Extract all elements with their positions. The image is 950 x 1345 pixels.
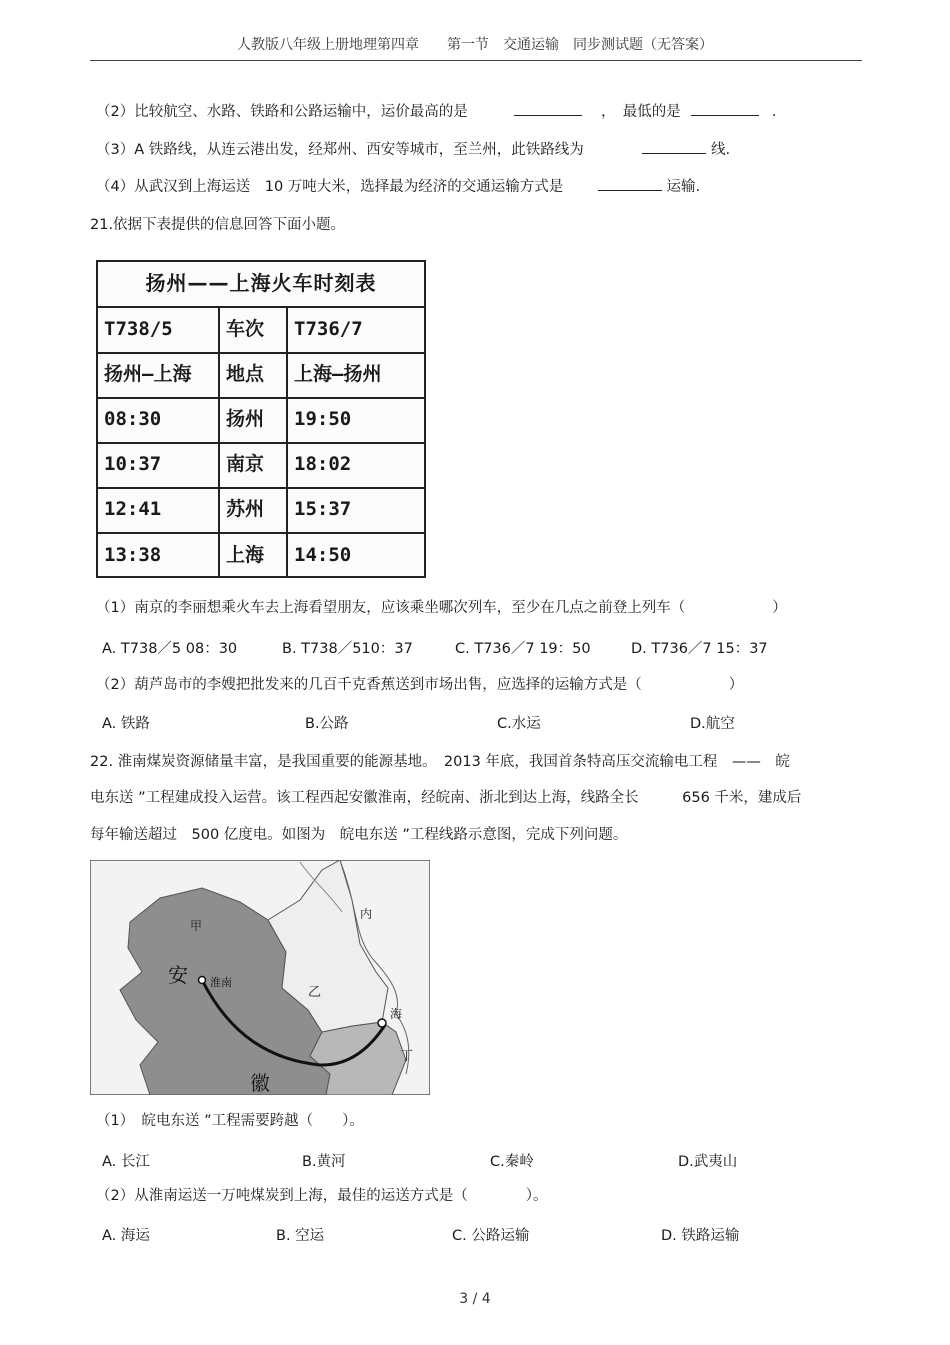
q21-sub2-question: （2）葫芦岛市的李嫂把批发来的几百千克香蕉送到市场出售，应选择的运输方式是（ ） — [96, 677, 744, 693]
timetable-cell: 南京 — [226, 453, 265, 475]
map-label-ding: 丁 — [400, 1049, 414, 1064]
shanghai-point — [378, 1019, 386, 1027]
timetable-divider — [96, 532, 426, 534]
timetable-cell: 上海—扬州 — [294, 363, 382, 385]
timetable-cell: 19:50 — [294, 408, 352, 430]
map-label-nei: 内 — [360, 907, 373, 921]
q21-sub1-option-c[interactable]: C. T736／7 19：50 — [455, 641, 591, 657]
q22-sub2-option-a[interactable]: A. 海运 — [102, 1228, 150, 1244]
huainan-point — [199, 977, 206, 984]
timetable-divider — [96, 442, 426, 444]
q22-sub1-option-c[interactable]: C.秦岭 — [490, 1154, 534, 1170]
timetable-divider — [96, 352, 426, 354]
timetable-cell: 12:41 — [104, 498, 162, 520]
q20-part2-text-a: （2）比较航空、水路、铁路和公路运输中，运价最高的是 — [96, 104, 468, 120]
q20-part2-text-c: . — [771, 104, 777, 120]
page-number: 3 / 4 — [459, 1291, 491, 1307]
timetable-cell: 上海 — [226, 544, 265, 566]
timetable-cell: 苏州 — [226, 498, 265, 520]
q22-stem-line-3: 每年输送超过 500 亿度电。如图为 皖电东送 ”工程线路示意图，完成下列问题。 — [90, 827, 628, 843]
q21-sub2-option-b[interactable]: B.公路 — [305, 716, 349, 732]
q22-sub2-question: （2）从淮南运送一万吨煤炭到上海，最佳的运送方式是（ ）。 — [96, 1188, 548, 1204]
q20-part3-text-a: （3）A 铁路线，从连云港出发，经郑州、西安等城市，至兰州，此铁路线为 — [96, 142, 584, 158]
map-label-jia: 甲 — [190, 919, 203, 933]
q20-part4-text-b: 运输. — [666, 179, 701, 195]
q22-stem-line-1: 22. 淮南煤炭资源储量丰富，是我国重要的能源基地。 2013 年底，我国首条特高压交流输电工程 —— 皖 — [90, 754, 790, 770]
timetable-cell: 15:37 — [294, 498, 352, 520]
map-label-huainan: 淮南 — [210, 976, 232, 989]
timetable-cell: 10:37 — [104, 453, 162, 475]
q20-part2-blank-1[interactable] — [514, 101, 582, 116]
timetable-cell: 08:30 — [104, 408, 162, 430]
q21-sub2-option-a[interactable]: A. 铁路 — [102, 716, 150, 732]
q20-part4 — [96, 176, 700, 196]
header-divider — [90, 60, 862, 61]
q22-sub2-option-b[interactable]: B. 空运 — [276, 1228, 325, 1244]
q22-sub1-option-d[interactable]: D.武夷山 — [678, 1154, 738, 1170]
map-label-an: 安 — [168, 963, 188, 987]
q20-part2-blank-2[interactable] — [691, 101, 759, 116]
train-timetable — [96, 260, 426, 578]
timetable-divider — [96, 306, 426, 308]
timetable-title: 扬州——上海火车时刻表 — [145, 271, 377, 295]
q20-part2-text-b: ， 最低的是 — [600, 104, 681, 120]
timetable-cell: 扬州—上海 — [104, 363, 192, 385]
q22-sub1-option-a[interactable]: A. 长江 — [102, 1154, 150, 1170]
q21-sub2-option-c[interactable]: C.水运 — [497, 716, 541, 732]
page-header: 人教版八年级上册地理第四章 第一节 交通运输 同步测试题（无答案） — [237, 37, 713, 53]
q20-part4-text-a: （4）从武汉到上海运送 10 万吨大米，选择最为经济的交通运输方式是 — [96, 179, 564, 195]
q22-sub2-option-d[interactable]: D. 铁路运输 — [661, 1228, 740, 1244]
timetable-cell: 18:02 — [294, 453, 352, 475]
power-line-map — [90, 860, 430, 1095]
q21-stem: 21.依据下表提供的信息回答下面小题。 — [90, 217, 346, 233]
timetable-cell: 车次 — [226, 318, 265, 340]
q22-sub1-option-b[interactable]: B.黄河 — [302, 1154, 346, 1170]
q20-part3-text-b: 线. — [710, 142, 731, 158]
q21-sub2-option-d[interactable]: D.航空 — [690, 716, 735, 732]
q21-sub1-option-d[interactable]: D. T736／7 15：37 — [631, 641, 768, 657]
q22-stem-line-2: 电东送 ”工程建成投入运营。该工程西起安徽淮南，经皖南、浙北到达上海，线路全长 656 千米，建成后 — [90, 790, 802, 806]
timetable-column-divider — [286, 306, 288, 578]
timetable-column-divider — [218, 306, 220, 578]
map-label-hai: 海 — [390, 1007, 403, 1021]
timetable-cell: 地点 — [226, 363, 265, 385]
q22-sub2-option-c[interactable]: C. 公路运输 — [452, 1228, 530, 1244]
timetable-cell: 14:50 — [294, 544, 352, 566]
q21-sub1-question: （1）南京的李丽想乘火车去上海看望朋友，应该乘坐哪次列车，至少在几点之前登上列车（ ） — [96, 600, 787, 616]
q21-sub1-option-a[interactable]: A. T738／5 08：30 — [102, 641, 238, 657]
timetable-cell: T736/7 — [294, 318, 363, 340]
q20-part3-blank[interactable] — [642, 139, 706, 154]
q20-part4-blank[interactable] — [598, 176, 662, 191]
q21-sub1-option-b[interactable]: B. T738／510：37 — [282, 641, 413, 657]
timetable-divider — [96, 397, 426, 399]
map-label-yi: 乙 — [308, 985, 322, 1000]
timetable-cell: 扬州 — [226, 408, 265, 430]
q22-sub1-question: （1） 皖电东送 ”工程需要跨越（ ）。 — [96, 1113, 364, 1129]
q20-part3 — [96, 139, 730, 159]
timetable-divider — [96, 487, 426, 489]
timetable-cell: 13:38 — [104, 544, 162, 566]
timetable-cell: T738/5 — [104, 318, 173, 340]
q20-part2 — [96, 101, 777, 121]
map-label-hui: 徽 — [250, 1071, 270, 1095]
